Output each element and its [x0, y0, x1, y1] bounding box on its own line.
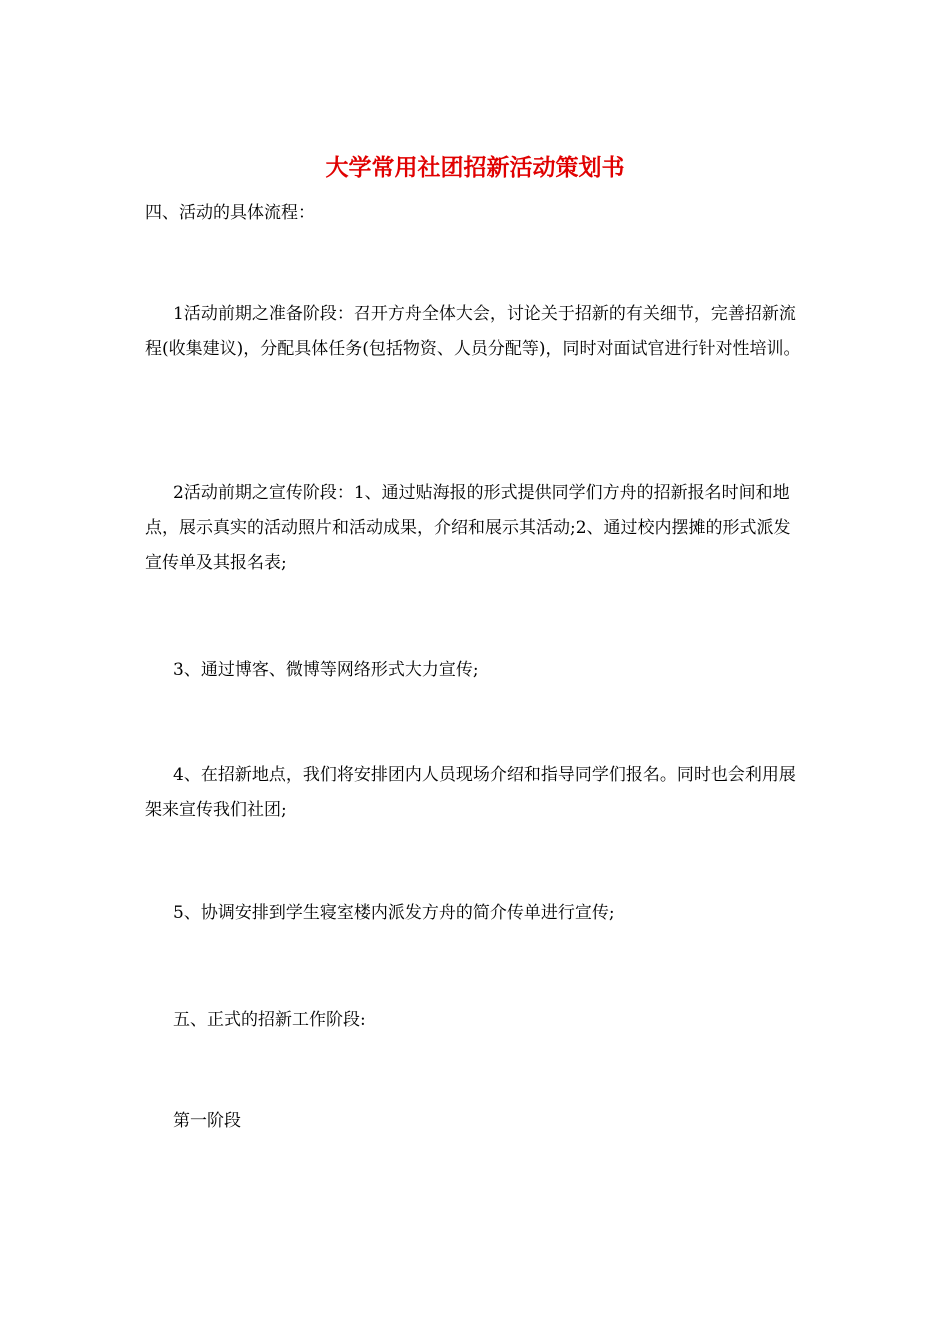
paragraph-publicity-stage: 2活动前期之宣传阶段：1、通过贴海报的形式提供同学们方舟的招新报名时间和地点，展示真实的活动照片和活动成果，介绍和展示其活动;2、通过校内摆摊的形式派发宣传单及其报名表; — [145, 483, 791, 573]
subheading-first-stage: 第一阶段 — [173, 1111, 241, 1131]
paragraph-preparation-stage: 1活动前期之准备阶段：召开方舟全体大会，讨论关于招新的有关细节，完善招新流程(收集建议)，分配具体任务(包括物资、人员分配等)，同时对面试官进行针对性培训。 — [145, 304, 801, 359]
paragraph-recruitment-site: 4、在招新地点，我们将安排团内人员现场介绍和指导同学们报名。同时也会利用展架来宣传我们社团; — [145, 765, 796, 820]
paragraph-online-publicity: 3、通过博客、微博等网络形式大力宣传; — [173, 660, 479, 680]
section-heading-activity-process: 四、活动的具体流程： — [145, 203, 315, 223]
paragraph-dormitory-flyers: 5、协调安排到学生寝室楼内派发方舟的简介传单进行宣传; — [173, 903, 615, 923]
section-heading-formal-recruitment: 五、正式的招新工作阶段: — [173, 1010, 366, 1030]
document-title: 大学常用社团招新活动策划书 — [325, 154, 625, 181]
